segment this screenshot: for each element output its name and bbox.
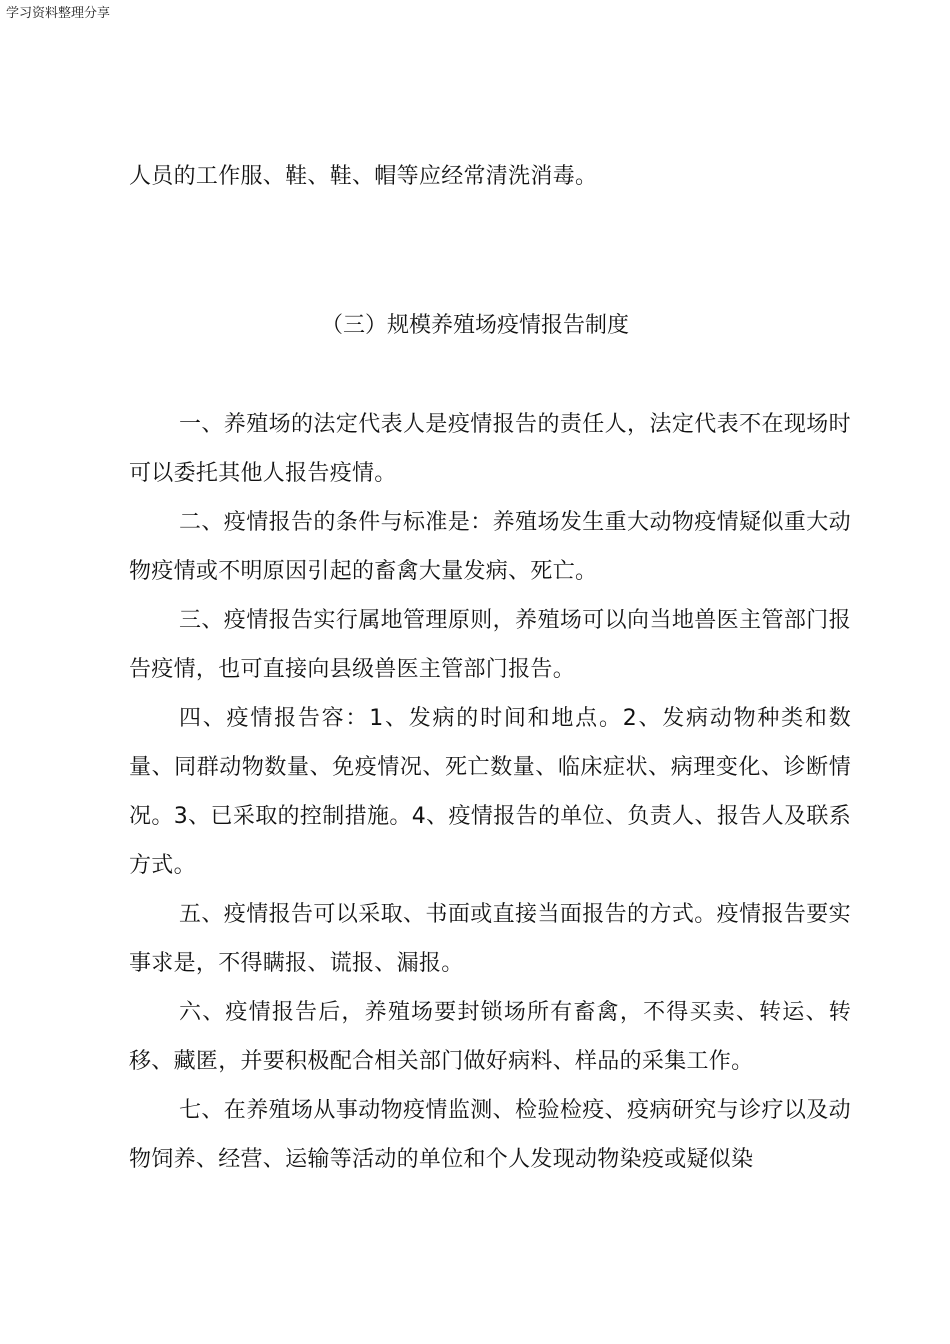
- section-title: （三）规模养殖场疫情报告制度: [320, 313, 629, 338]
- paragraph-3: 三、疫情报告实行属地管理原则，养殖场可以向当地兽医主管部门报告疫情，也可直接向县级兽医主管部门报告。: [129, 608, 851, 682]
- page-header: 学习资料整理分享: [6, 6, 111, 21]
- paragraph-4: 四、疫情报告容：1、发病的时间和地点。2、发病动物种类和数量、同群动物数量、免疫情况、死亡数量、临床症状、病理变化、诊断情况。3、已采取的控制措施。4、疫情报告的单位、负责人、报告人及联系方式。: [129, 706, 851, 878]
- body-paragraphs: [129, 400, 851, 1184]
- paragraph-6: 六、疫情报告后，养殖场要封锁场所有畜禽，不得买卖、转运、转移、藏匿，并要积极配合相关部门做好病料、样品的采集工作。: [129, 1000, 851, 1074]
- paragraph-1: 一、养殖场的法定代表人是疫情报告的责任人，法定代表不在现场时可以委托其他人报告疫情。: [129, 412, 851, 486]
- continuation-text: [129, 152, 851, 201]
- paragraph-7: 七、在养殖场从事动物疫情监测、检验检疫、疫病研究与诊疗以及动物饲养、经营、运输等活动的单位和个人发现动物染疫或疑似染: [129, 1098, 851, 1172]
- paragraph-2: 二、疫情报告的条件与标准是：养殖场发生重大动物疫情疑似重大动物疫情或不明原因引起的畜禽大量发病、死亡。: [129, 510, 851, 584]
- continuation-paragraph: 人员的工作服、鞋、鞋、帽等应经常清洗消毒。: [129, 164, 598, 189]
- paragraph-5: 五、疫情报告可以采取、书面或直接当面报告的方式。疫情报告要实事求是，不得瞒报、谎报、漏报。: [129, 902, 851, 976]
